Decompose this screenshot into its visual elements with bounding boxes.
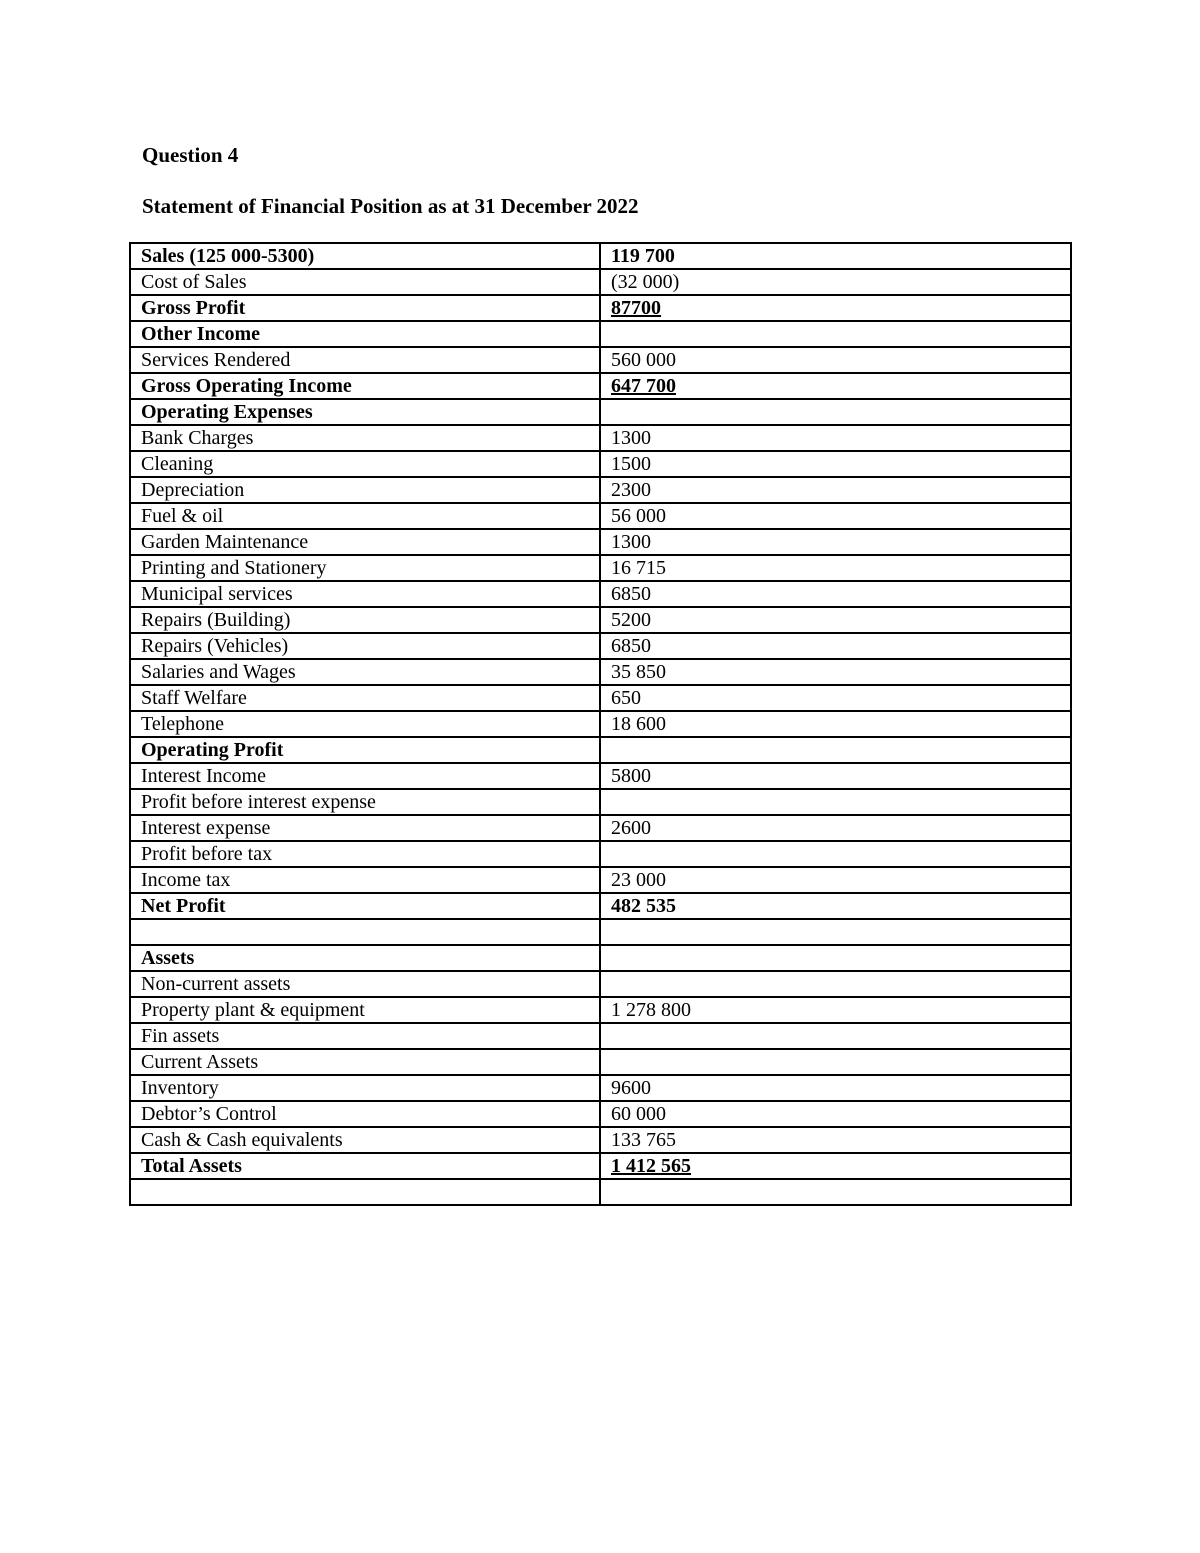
row-value: 133 765: [600, 1127, 1071, 1153]
row-label: Inventory: [130, 1075, 600, 1101]
row-label: Fin assets: [130, 1023, 600, 1049]
table-row: [130, 269, 1071, 295]
table-row: [130, 451, 1071, 477]
row-label: Profit before interest expense: [130, 789, 600, 815]
question-heading: Question 4: [142, 143, 239, 167]
table-row: [130, 893, 1071, 919]
row-label: Total Assets: [130, 1153, 600, 1179]
table-row: [130, 711, 1071, 737]
row-label: [130, 919, 600, 945]
row-label: Other Income: [130, 321, 600, 347]
table-row: [130, 971, 1071, 997]
table-row: [130, 347, 1071, 373]
row-value: 56 000: [600, 503, 1071, 529]
table-row: [130, 1075, 1071, 1101]
row-value: [600, 1049, 1071, 1075]
table-row: [130, 1023, 1071, 1049]
row-value: 1 412 565: [600, 1153, 1071, 1179]
row-label: Operating Expenses: [130, 399, 600, 425]
row-value: 9600: [600, 1075, 1071, 1101]
row-value: 6850: [600, 633, 1071, 659]
table-row: [130, 503, 1071, 529]
table-row: [130, 659, 1071, 685]
table-row: [130, 1153, 1071, 1179]
row-value: 560 000: [600, 347, 1071, 373]
row-label: Fuel & oil: [130, 503, 600, 529]
row-value: 87700: [600, 295, 1071, 321]
row-label: Current Assets: [130, 1049, 600, 1075]
table-row: [130, 919, 1071, 945]
row-value: 647 700: [600, 373, 1071, 399]
table-row: [130, 399, 1071, 425]
table-row: [130, 425, 1071, 451]
table-row: [130, 841, 1071, 867]
table-row: [130, 607, 1071, 633]
table-row: [130, 529, 1071, 555]
row-value: 18 600: [600, 711, 1071, 737]
row-label: Assets: [130, 945, 600, 971]
table-row: [130, 321, 1071, 347]
row-label: Repairs (Vehicles): [130, 633, 600, 659]
row-label: Income tax: [130, 867, 600, 893]
table-row: [130, 763, 1071, 789]
row-label: Staff Welfare: [130, 685, 600, 711]
row-value: 35 850: [600, 659, 1071, 685]
row-label: Printing and Stationery: [130, 555, 600, 581]
row-label: Cash & Cash equivalents: [130, 1127, 600, 1153]
row-value: [600, 789, 1071, 815]
table-row: [130, 867, 1071, 893]
table-row: [130, 685, 1071, 711]
row-value: 1300: [600, 425, 1071, 451]
row-value: 5200: [600, 607, 1071, 633]
row-value: [600, 321, 1071, 347]
table-row: [130, 633, 1071, 659]
table-row: [130, 737, 1071, 763]
row-label: Interest expense: [130, 815, 600, 841]
table-row: [130, 477, 1071, 503]
row-label: Cost of Sales: [130, 269, 600, 295]
row-value: [600, 399, 1071, 425]
row-label: Services Rendered: [130, 347, 600, 373]
table-row: [130, 789, 1071, 815]
row-value: [600, 1179, 1071, 1205]
row-value: 6850: [600, 581, 1071, 607]
row-label: Non-current assets: [130, 971, 600, 997]
row-label: Gross Operating Income: [130, 373, 600, 399]
table-row: [130, 581, 1071, 607]
row-label: Net Profit: [130, 893, 600, 919]
row-label: Depreciation: [130, 477, 600, 503]
row-label: Profit before tax: [130, 841, 600, 867]
row-label: Gross Profit: [130, 295, 600, 321]
financial-statement-body: [130, 243, 1071, 1205]
table-row: [130, 555, 1071, 581]
row-label: Telephone: [130, 711, 600, 737]
row-value: [600, 737, 1071, 763]
row-label: Property plant & equipment: [130, 997, 600, 1023]
row-label: Bank Charges: [130, 425, 600, 451]
row-value: [600, 971, 1071, 997]
row-value: 1 278 800: [600, 997, 1071, 1023]
row-value: [600, 919, 1071, 945]
table-row: [130, 295, 1071, 321]
row-label: [130, 1179, 600, 1205]
row-value: 482 535: [600, 893, 1071, 919]
row-value: 1300: [600, 529, 1071, 555]
row-value: (32 000): [600, 269, 1071, 295]
row-label: Cleaning: [130, 451, 600, 477]
row-label: Municipal services: [130, 581, 600, 607]
row-label: Sales (125 000-5300): [130, 243, 600, 269]
row-value: 119 700: [600, 243, 1071, 269]
row-value: [600, 945, 1071, 971]
table-row: [130, 945, 1071, 971]
row-label: Repairs (Building): [130, 607, 600, 633]
row-value: 60 000: [600, 1101, 1071, 1127]
row-value: 23 000: [600, 867, 1071, 893]
table-row: [130, 815, 1071, 841]
table-row: [130, 997, 1071, 1023]
table-row: [130, 1179, 1071, 1205]
table-row: [130, 243, 1071, 269]
row-value: 16 715: [600, 555, 1071, 581]
table-row: [130, 1101, 1071, 1127]
statement-title: Statement of Financial Position as at 31 December 2022: [142, 194, 639, 218]
row-label: Interest Income: [130, 763, 600, 789]
row-value: 5800: [600, 763, 1071, 789]
row-label: Operating Profit: [130, 737, 600, 763]
table-row: [130, 373, 1071, 399]
table-row: [130, 1127, 1071, 1153]
row-label: Salaries and Wages: [130, 659, 600, 685]
row-value: 2300: [600, 477, 1071, 503]
row-value: 650: [600, 685, 1071, 711]
row-label: Debtor’s Control: [130, 1101, 600, 1127]
table-row: [130, 1049, 1071, 1075]
row-label: Garden Maintenance: [130, 529, 600, 555]
row-value: 2600: [600, 815, 1071, 841]
row-value: [600, 1023, 1071, 1049]
row-value: [600, 841, 1071, 867]
row-value: 1500: [600, 451, 1071, 477]
financial-statement-table: [129, 242, 1072, 1206]
